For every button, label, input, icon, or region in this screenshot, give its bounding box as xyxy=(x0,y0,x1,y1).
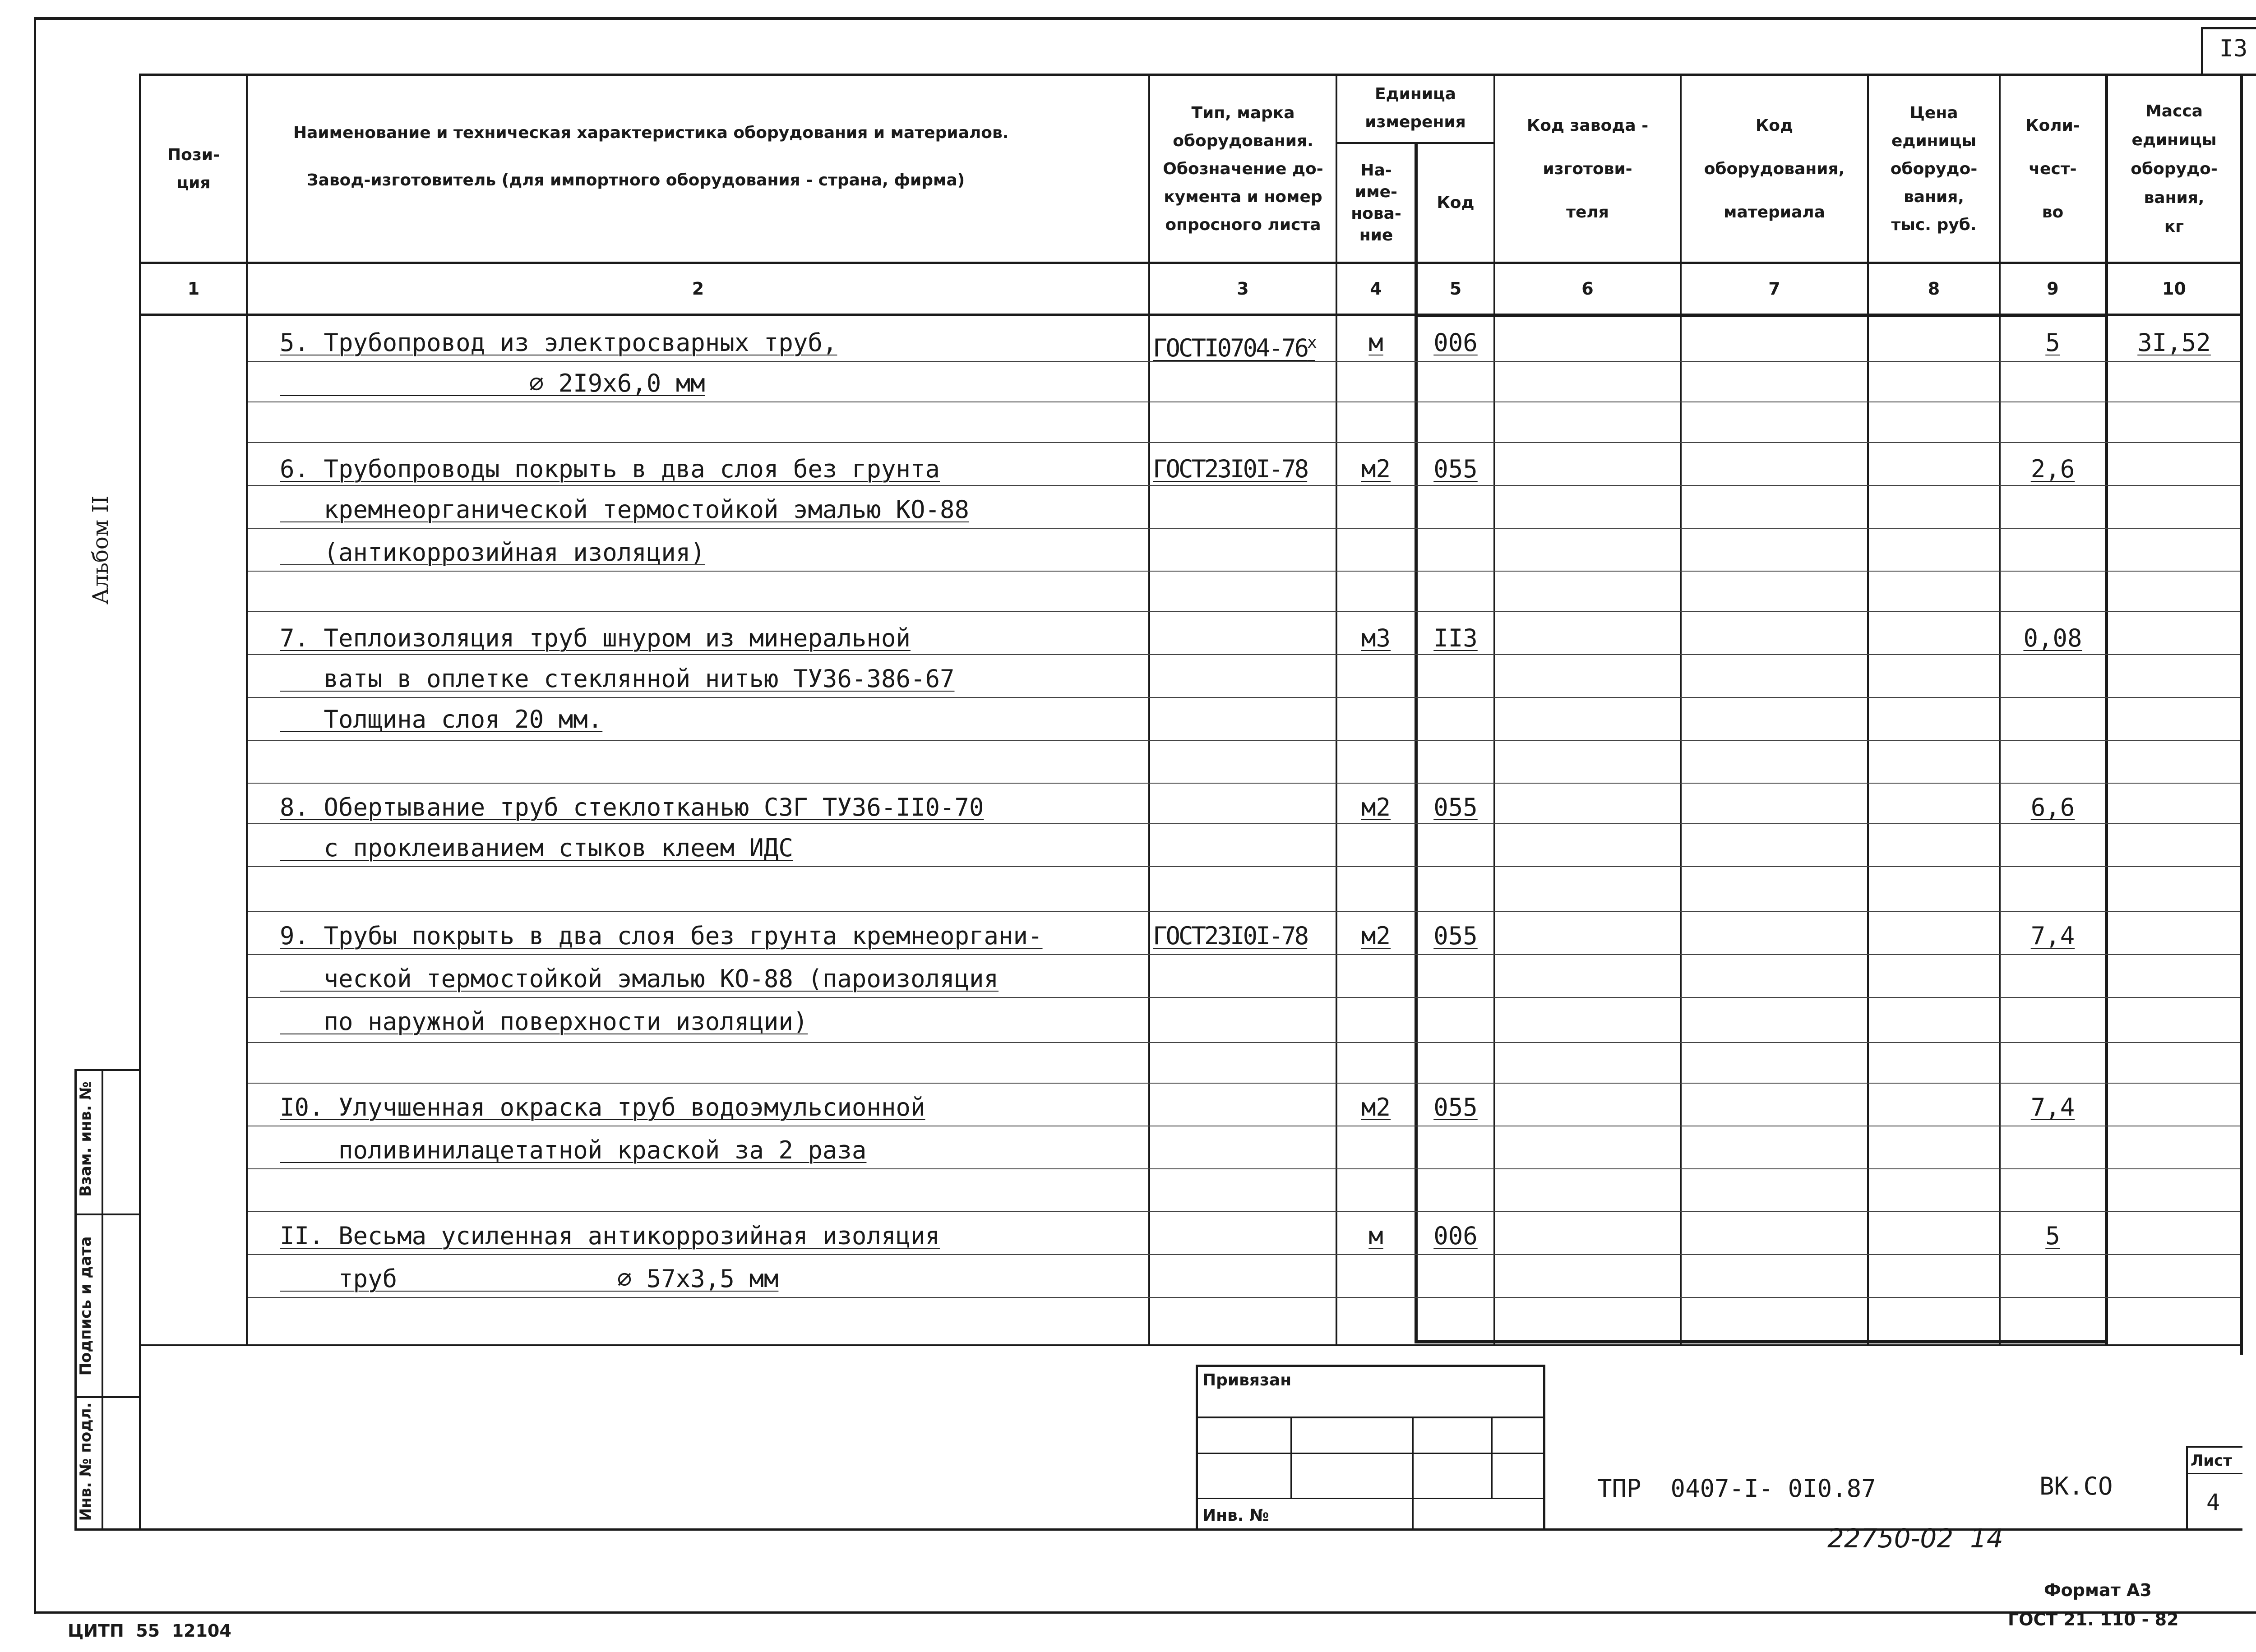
row-line xyxy=(248,442,2240,443)
row-qty: 5 xyxy=(2045,328,2060,357)
header-equipment-code: Код оборудования, материала xyxy=(1704,116,1845,221)
row-code: 006 xyxy=(1433,328,1478,357)
row-text: 9. Трубы покрыть в два слоя без грунта кремнеоргани- xyxy=(280,922,1043,950)
album-label: Альбом II xyxy=(88,495,113,605)
body-thick-top xyxy=(1415,314,2108,317)
col-sep-8 xyxy=(1999,74,2001,1346)
stamp-podpis-label: Подпись и дата xyxy=(77,1236,95,1376)
row-line xyxy=(248,783,2240,784)
tb-outer-left xyxy=(1196,1365,1198,1529)
sheet-number: 4 xyxy=(2206,1489,2220,1515)
tb-h1 xyxy=(1196,1417,1545,1418)
row-text: ⌀ 2I9х6,0 мм xyxy=(280,369,705,397)
col-sep-3 xyxy=(1336,74,1337,1346)
row-doc-text: ГОСТI0704-76 xyxy=(1153,334,1308,362)
row-line xyxy=(248,954,2240,955)
row-text: кремнеорганической термостойкой эмалью КО-88 xyxy=(280,495,970,524)
row-line xyxy=(248,528,2240,529)
row-qty: 7,4 xyxy=(2030,922,2075,950)
row-text: ческой термостойкой эмалью КО-88 (пароизоляция xyxy=(280,964,999,993)
column-number: 8 xyxy=(1928,279,1940,299)
document-code: ВК.СО xyxy=(2039,1472,2113,1500)
left-outer-border xyxy=(34,17,36,1614)
row-line xyxy=(248,1168,2240,1169)
row-text: поливинилацетатной краской за 2 раза xyxy=(280,1136,867,1164)
rows-bottom xyxy=(139,1344,2242,1346)
column-number: 9 xyxy=(2047,279,2059,299)
row-unit: м2 xyxy=(1361,455,1391,483)
header-mass: Масса единицы оборудо- вания, кг xyxy=(2131,102,2218,236)
header-quantity: Коли- чест- во xyxy=(2025,116,2080,221)
format-label: Формат А3 xyxy=(2044,1580,2152,1600)
print-mark: ЦИТП 55 12104 xyxy=(68,1621,231,1641)
row-code: II3 xyxy=(1433,624,1478,652)
row-code: 055 xyxy=(1433,922,1478,950)
row-qty: 0,08 xyxy=(2023,624,2082,652)
row-text: 7. Теплоизоляция труб шнуром из минеральной xyxy=(280,624,911,652)
row-line xyxy=(248,997,2240,998)
row-text: труб ⌀ 57х3,5 мм xyxy=(280,1264,779,1293)
sheet-box-left xyxy=(2186,1446,2188,1529)
col-sep-2 xyxy=(1148,74,1150,1346)
col-sep-4 xyxy=(1415,142,1418,1342)
row-text: 8. Обертывание труб стеклотканью СЗГ ТУ36-II0-70 xyxy=(280,793,984,821)
handwritten-number: 22750-02 14 xyxy=(1827,1523,2003,1554)
header-unit-group: Единица измерения xyxy=(1365,85,1466,131)
row-unit: м2 xyxy=(1361,1093,1391,1121)
header-name-line2: Завод-изготовитель (для импортного оборудования - страна, фирма) xyxy=(307,171,965,189)
tb-v3 xyxy=(1491,1417,1493,1498)
row-line xyxy=(248,1083,2240,1084)
header-unit-code: Код xyxy=(1437,194,1475,212)
row-doc xyxy=(1153,923,1307,950)
tb-v2 xyxy=(1412,1417,1414,1529)
row-line xyxy=(248,571,2240,572)
column-number: 5 xyxy=(1449,279,1462,299)
row-doc-superscript: х xyxy=(1307,333,1315,352)
row-mass: 3I,52 xyxy=(2137,328,2211,357)
row-code: 055 xyxy=(1433,455,1478,483)
privyazan-label: Привязан xyxy=(1202,1371,1292,1389)
bottom-outer-border xyxy=(34,1611,2256,1614)
body-thick-bottom xyxy=(1415,1340,2108,1343)
column-number: 7 xyxy=(1768,279,1780,299)
row-text: II. Весьма усиленная антикоррозийная изоляция xyxy=(280,1222,940,1250)
row-text: 5. Трубопровод из электросварных труб, xyxy=(280,328,837,357)
document-designation: ТПР 0407-I- 0I0.87 xyxy=(1597,1474,1876,1503)
stamp-top xyxy=(74,1069,140,1071)
header-type: Тип, марка оборудования. Обозначение до- кумента и номер опросного листа xyxy=(1163,104,1323,234)
corner-box-top xyxy=(2201,27,2256,29)
row-line xyxy=(248,401,2240,402)
header-unit-name: На- име- нова- ние xyxy=(1351,161,1401,245)
header-price: Цена единицы оборудо- вания, тыс. руб. xyxy=(1890,104,1978,234)
row-text: (антикоррозийная изоляция) xyxy=(280,538,705,567)
row-unit: м2 xyxy=(1361,922,1391,950)
stamp-vzam-label: Взам. инв. № xyxy=(77,1081,95,1197)
header-factory-code: Код завода - изготови- теля xyxy=(1526,116,1649,221)
unit-group-divider xyxy=(1336,142,1494,144)
tb-v1 xyxy=(1290,1417,1292,1498)
column-number: 10 xyxy=(2162,279,2186,299)
header-name-line1: Наименование и техническая характеристика оборудования и материалов. xyxy=(293,124,1009,142)
col-sep-6 xyxy=(1680,74,1682,1346)
col-sep-5 xyxy=(1493,74,1495,1346)
sheet-corner-number: I3 xyxy=(2219,35,2248,62)
row-line xyxy=(248,611,2240,612)
col-sep-7 xyxy=(1867,74,1869,1346)
column-number: 4 xyxy=(1370,279,1382,299)
gost-label: ГОСТ 21. 110 - 82 xyxy=(2008,1610,2179,1629)
row-line xyxy=(248,1211,2240,1212)
row-unit: м2 xyxy=(1361,793,1391,821)
row-line xyxy=(248,740,2240,741)
col-sep-1 xyxy=(246,74,248,1346)
column-number: 1 xyxy=(187,279,200,299)
corner-box-left xyxy=(2201,27,2203,76)
row-text: Толщина слоя 20 мм. xyxy=(280,705,603,734)
row-line xyxy=(248,823,2240,824)
row-doc-text: ГОСТ23I0I-78 xyxy=(1153,455,1308,483)
col-sep-9 xyxy=(2105,74,2108,1346)
row-line xyxy=(248,697,2240,698)
tb-h2 xyxy=(1196,1453,1545,1454)
row-line xyxy=(248,485,2240,486)
row-doc-text: ГОСТ23I0I-78 xyxy=(1153,922,1308,950)
row-text: по наружной поверхности изоляции) xyxy=(280,1007,808,1036)
table-top xyxy=(139,74,2256,76)
row-qty: 5 xyxy=(2045,1222,2060,1250)
row-line xyxy=(248,654,2240,655)
row-line xyxy=(248,911,2240,912)
row-qty: 7,4 xyxy=(2030,1093,2075,1121)
row-code: 055 xyxy=(1433,1093,1478,1121)
row-code: 006 xyxy=(1433,1222,1478,1250)
row-doc xyxy=(1153,329,1315,362)
table-right xyxy=(2240,74,2243,1355)
row-line xyxy=(248,1297,2240,1298)
row-unit: м3 xyxy=(1361,624,1391,652)
stamp-mid xyxy=(102,1069,103,1530)
row-unit: м xyxy=(1368,328,1383,357)
sheet-label: Лист xyxy=(2191,1452,2232,1470)
row-line xyxy=(248,866,2240,867)
column-number: 6 xyxy=(1581,279,1594,299)
row-text: с проклеиванием стыков клеем ИДС xyxy=(280,834,793,862)
row-qty: 6,6 xyxy=(2030,793,2075,821)
stamp-inv-label: Инв. № подл. xyxy=(77,1402,95,1521)
row-text: 6. Трубопроводы покрыть в два слоя без грунта xyxy=(280,455,940,483)
row-unit: м xyxy=(1368,1222,1383,1250)
stamp-div1 xyxy=(74,1214,140,1215)
header-position: Пози- ция xyxy=(167,146,220,192)
row-text: ваты в оплетке стеклянной нитью ТУ36-386-67 xyxy=(280,664,955,693)
inv-no-label: Инв. № xyxy=(1202,1506,1269,1525)
tb-h3 xyxy=(1196,1498,1545,1499)
row-code: 055 xyxy=(1433,793,1478,821)
row-line xyxy=(248,1254,2240,1255)
column-number: 3 xyxy=(1237,279,1249,299)
row-doc xyxy=(1153,456,1307,483)
top-border xyxy=(34,17,2256,20)
row-text: I0. Улучшенная окраска труб водоэмульсионной xyxy=(280,1093,925,1121)
header-bottom xyxy=(139,262,2242,264)
tb-outer-right xyxy=(1543,1365,1545,1529)
row-qty: 2,6 xyxy=(2030,455,2075,483)
row-line xyxy=(248,1042,2240,1043)
column-number: 2 xyxy=(692,279,704,299)
